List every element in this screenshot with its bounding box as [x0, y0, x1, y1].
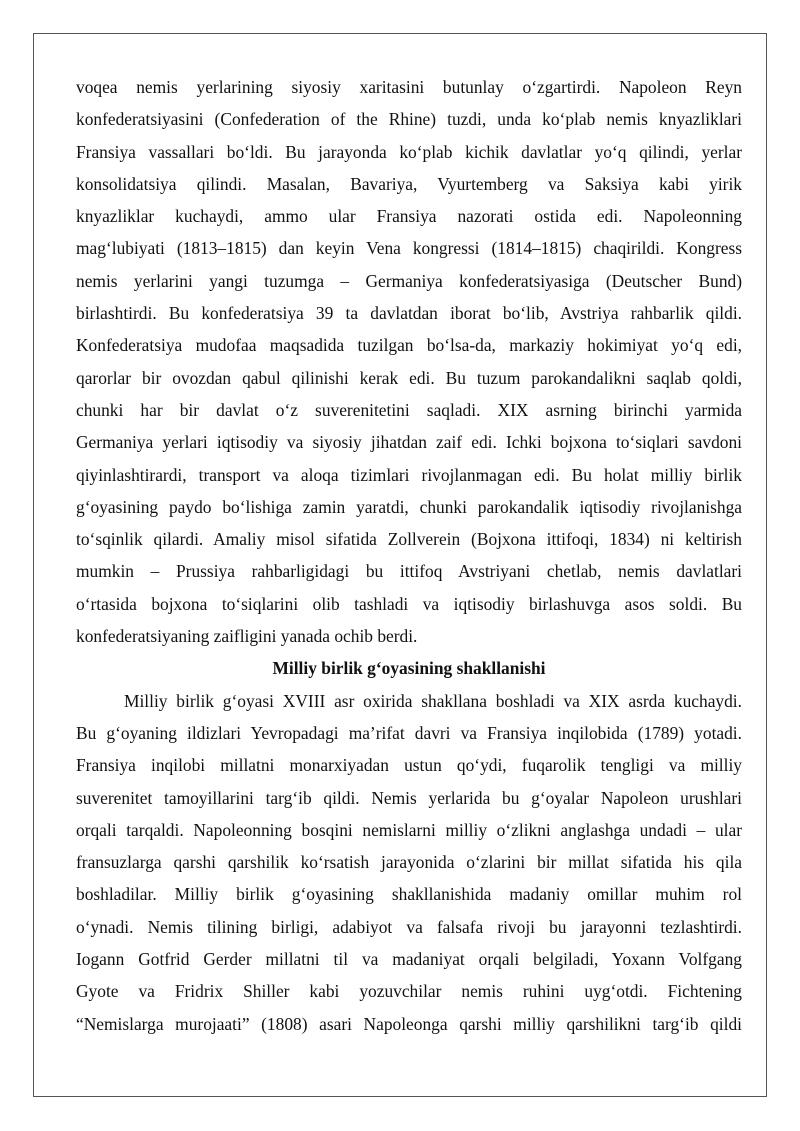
text-line: nemis yerlarini yangi tuzumga – Germaniya konfederatsiyasiga (Deutscher Bund) [76, 270, 742, 291]
text-line: knyazliklar kuchaydi, ammo ular Fransiya nazorati ostida edi. Napoleonning [76, 206, 742, 227]
text-line: fransuzlarga qarshi qarshilik ko‘rsatish jarayonida o‘zlarini bir millat sifatida his qila [76, 852, 742, 873]
text-line: Fransiya inqilobi millatni monarxiyadan ustun qo‘ydi, fuqarolik tengligi va milliy [76, 755, 742, 776]
text-line: mag‘lubiyati (1813–1815) dan keyin Vena kongressi (1814–1815) chaqirildi. Kongress [76, 238, 742, 259]
text-line: o‘ynadi. Nemis tilining birligi, adabiyot va falsafa rivoji bu jarayonni tezlashtirdi. [76, 916, 742, 937]
text-line: chunki har bir davlat o‘z suverenitetini saqladi. XIX asrning birinchi yarmida [76, 399, 742, 420]
document-body [76, 71, 742, 1040]
text-line: qiyinlashtirardi, transport va aloqa tizimlari rivojlanmagan edi. Bu holat milliy birlik [76, 464, 742, 485]
section-heading: Milliy birlik g‘oyasining shakllanishi [272, 658, 546, 679]
paragraph-confederation [76, 71, 742, 652]
text-line: Bu g‘oyaning ildizlari Yevropadagi ma’rifat davri va Fransiya inqilobida (1789) yotadi. [76, 722, 742, 743]
text-line: konfederatsiyaning zaifligini yanada ochib berdi. [76, 626, 418, 647]
text-line: to‘sqinlik qilardi. Amaliy misol sifatida Zollverein (Bojxona ittifoqi, 1834) ni keltirish [76, 529, 742, 550]
paragraph-national-unity [76, 685, 742, 1040]
text-line: g‘oyasining paydo bo‘lishiga zamin yaratdi, chunki parokandalik iqtisodiy rivojlanishga [76, 496, 742, 517]
text-line: konsolidatsiya qilindi. Masalan, Bavariya, Vyurtemberg va Saksiya kabi yirik [76, 173, 742, 194]
text-line: konfederatsiyasini (Confederation of the Rhine) tuzdi, unda ko‘plab nemis knyazliklari [76, 109, 742, 130]
text-line: mumkin – Prussiya rahbarligidagi bu ittifoq Avstriyani chetlab, nemis davlatlari [76, 561, 742, 582]
text-line: Gyote va Fridrix Shiller kabi yozuvchilar nemis ruhini uyg‘otdi. Fichtening [76, 981, 742, 1002]
text-line: voqea nemis yerlarining siyosiy xaritasini butunlay o‘zgartirdi. Napoleon Reyn [76, 77, 742, 97]
text-line: qarorlar bir ovozdan qabul qilinishi kerak edi. Bu tuzum parokandalikni saqlab qoldi, [76, 367, 742, 388]
text-line: Konfederatsiya mudofaa maqsadida tuzilgan bo‘lsa-da, markaziy hokimiyat yo‘q edi, [76, 335, 742, 356]
text-line: Milliy birlik g‘oyasi XVIII asr oxirida shakllana boshladi va XIX asrda kuchaydi. [124, 690, 742, 711]
text-line: birlashtirdi. Bu konfederatsiya 39 ta davlatdan iborat bo‘lib, Avstriya rahbarlik qildi. [76, 303, 742, 324]
text-line: “Nemislarga murojaati” (1808) asari Napoleonga qarshi milliy qarshilikni targ‘ib qildi [76, 1013, 742, 1034]
text-line: boshladilar. Milliy birlik g‘oyasining shakllanishida madaniy omillar muhim rol [76, 884, 742, 905]
text-line: suverenitet tamoyillarini targ‘ib qildi. Nemis yerlarida bu g‘oyalar Napoleon urushlari [76, 787, 742, 808]
text-line: o‘rtasida bojxona to‘siqlarini olib tashladi va iqtisodiy birlashuvga asos soldi. Bu [76, 593, 742, 614]
text-line: Iogann Gotfrid Gerder millatni til va madaniyat orqali belgiladi, Yoxann Volfgang [76, 949, 742, 970]
text-line: Fransiya vassallari bo‘ldi. Bu jarayonda ko‘plab kichik davlatlar yo‘q qilindi, yerlar [76, 141, 742, 162]
text-line: Germaniya yerlari iqtisodiy va siyosiy jihatdan zaif edi. Ichki bojxona to‘siqlari savdoni [76, 432, 742, 453]
text-line: orqali tarqaldi. Napoleonning bosqini nemislarni milliy o‘zlikni anglashga undadi – ular [76, 819, 742, 840]
